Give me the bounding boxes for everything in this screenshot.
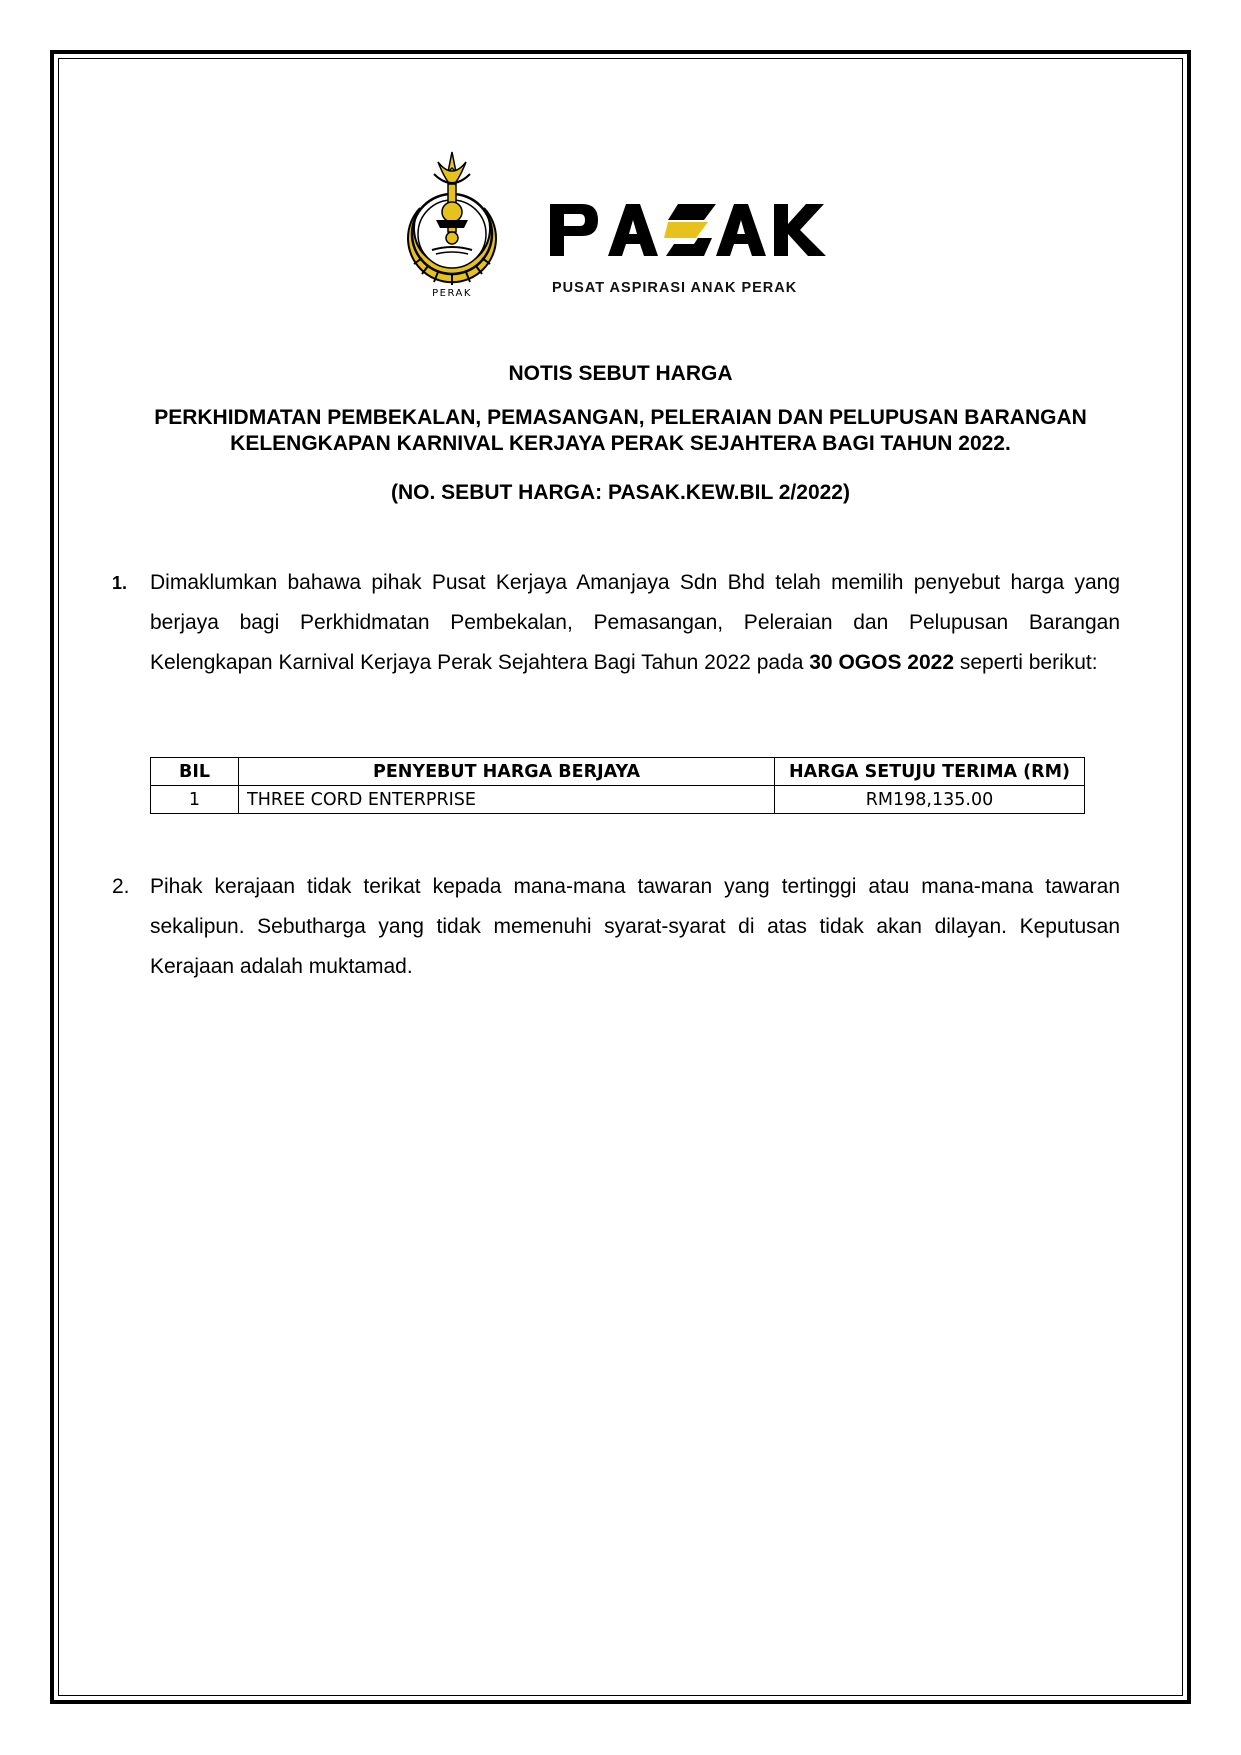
notice-subject-line-2: KELENGKAPAN KARNIVAL KERJAYA PERAK SEJAHTERA BAGI TAHUN 2022.: [230, 432, 1011, 455]
notice-subject-line-1: PERKHIDMATAN PEMBEKALAN, PEMASANGAN, PELERAIAN DAN PELUPUSAN BARANGAN: [154, 406, 1087, 429]
table-row: [151, 786, 1085, 814]
quote-reference-number: (NO. SEBUT HARGA: PASAK.KEW.BIL 2/2022): [391, 481, 850, 504]
notice-subject: [0, 405, 1241, 457]
award-date: 30 OGOS 2022: [809, 651, 955, 674]
cell-bidder-name: THREE CORD ENTERPRISE: [239, 786, 775, 814]
paragraph-2-number: 2.: [112, 875, 130, 898]
header-successful-bidder: PENYEBUT HARGA BERJAYA: [239, 758, 775, 786]
pasak-tagline: PUSAT ASPIRASI ANAK PERAK: [552, 280, 798, 296]
header-bil: BIL: [151, 758, 239, 786]
perak-crest-logo: [398, 146, 506, 298]
pasak-wordmark-logo: [548, 200, 838, 260]
header-accepted-price: HARGA SETUJU TERIMA (RM): [775, 758, 1085, 786]
crest-label: PERAK: [432, 288, 472, 298]
paragraph-1: [150, 563, 1120, 683]
paragraph-2: Pihak kerajaan tidak terikat kepada mana-mana tawaran yang tertinggi atau mana-mana tawaran sekalipun. Sebutharga yang tidak memenuhi syarat-syarat di atas tidak akan dilayan. Keputusan Kerajaan adalah muktamad.: [150, 875, 1120, 978]
notice-title: NOTIS SEBUT HARGA: [508, 362, 733, 385]
successful-quotation-table: [150, 757, 1085, 814]
cell-bil: 1: [151, 786, 239, 814]
cell-accepted-price: RM198,135.00: [775, 786, 1085, 814]
table-header-row: [151, 758, 1085, 786]
paragraph-1-text: Dimaklumkan bahawa pihak Pusat Kerjaya Amanjaya Sdn Bhd telah memilih penyebut harga yang berjaya bagi Perkhidmatan Pembekalan, Pemasangan, Peleraian dan Pelupusan Barangan Kelengkapan Karnival Kerjaya Perak Sejahtera Bagi Tahun 2022 pada: [150, 571, 1120, 674]
paragraph-1-number: 1.: [112, 573, 128, 593]
paragraph-1-text-end: seperti berikut:: [954, 651, 1098, 674]
